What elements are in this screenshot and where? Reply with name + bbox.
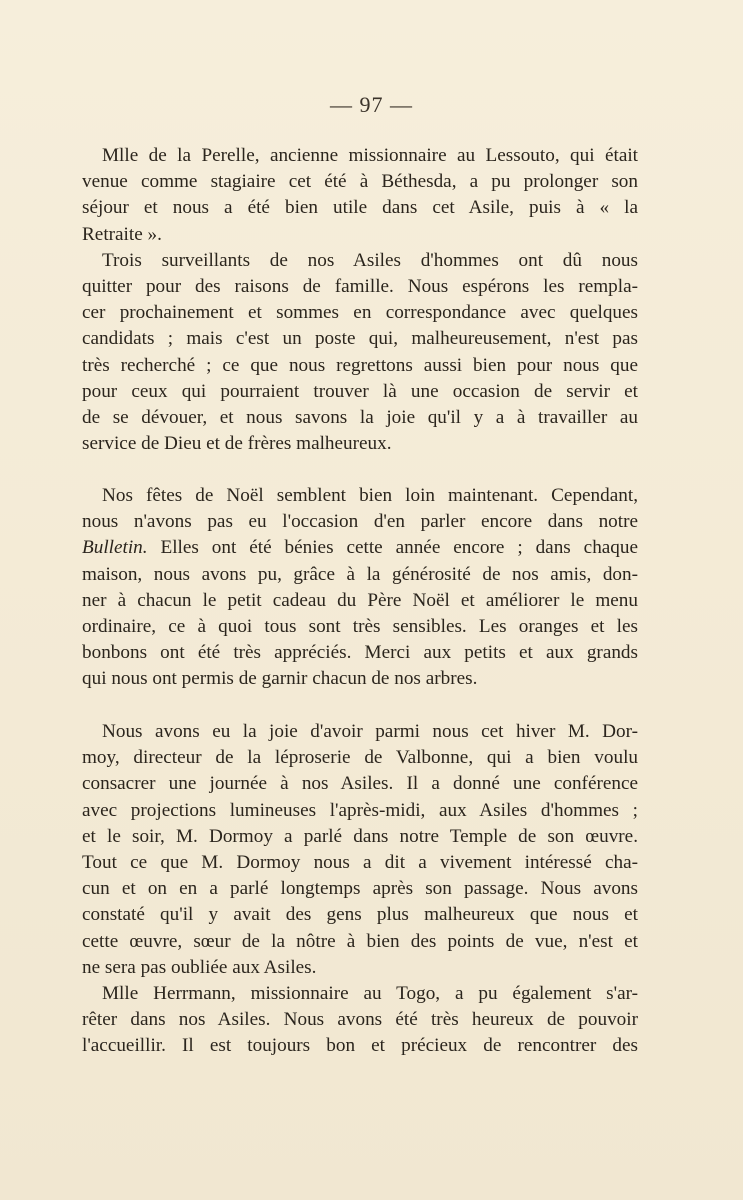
text-line: Mlle de la Perelle, ancienne missionnaire au Lessouto, qui était [102,145,638,166]
text-line: Nos fêtes de Noël semblent bien loin maintenant. Cependant, [102,485,638,506]
text-fragment: Elles ont été bénies cette année encore ; dans chaque [160,537,639,559]
text-line: très recherché ; ce que nous regrettons aussi bien pour nous que [82,354,638,376]
text-line: consacrer une journée à nos Asiles. Il a donné une conférence [82,773,638,795]
text-line: ordinaire, ce à quoi tous sont très sensibles. Les oranges et les [82,615,638,637]
text-line: cette œuvre, sœur de la nôtre à bien des points de vue, n'est et [82,930,638,952]
text-line: Nous avons eu la joie d'avoir parmi nous cet hiver M. Dor- [102,721,638,742]
paragraph-visitors [82,719,638,1059]
text-line: et le soir, M. Dormoy a parlé dans notre Temple de son œuvre. [82,825,638,847]
text-line: candidats ; mais c'est un poste qui, malheureusement, n'est pas [82,328,638,350]
text-line: ne sera pas oubliée aux Asiles. [82,956,317,978]
text-line: Retraite ». [82,223,162,245]
text-line: qui nous ont permis de garnir chacun de nos arbres. [82,668,478,690]
text-line: nous n'avons pas eu l'occasion d'en parler encore dans notre [82,511,638,533]
text-line: Mlle Herrmann, missionnaire au Togo, a pu également s'ar- [102,982,638,1004]
text-line: rêter dans nos Asiles. Nous avons été très heureux de pouvoir [82,1009,638,1031]
text-line: cer prochainement et sommes en correspondance avec quelques [82,302,638,324]
text-line: cun et on en a parlé longtemps après son passage. Nous avons [82,878,638,900]
text-line: constaté qu'il y avait des gens plus malheureux que nous et [82,904,638,926]
text-line: avec projections lumineuses l'après-midi, aux Asiles d'hommes ; [82,799,638,821]
text-line: ner à chacun le petit cadeau du Père Noël et améliorer le menu [82,589,638,611]
text-line: pour ceux qui pourraient trouver là une occasion de servir et [82,380,638,402]
text-line: service de Dieu et de frères malheureux. [82,433,392,455]
text-line: moy, directeur de la léproserie de Valbonne, qui a bien voulu [82,747,638,769]
text-line: maison, nous avons pu, grâce à la générosité de nos amis, don- [82,563,638,585]
text-line: de se dévouer, et nous savons la joie qu'il y a à travailler au [82,406,638,428]
page-number: — 97 — [330,92,413,117]
text-line: Tout ce que M. Dormoy nous a dit a vivement intéressé cha- [82,851,638,873]
text-line: l'accueillir. Il est toujours bon et précieux de rencontrer des [82,1035,638,1057]
italic-title: Bulletin. [82,537,148,559]
paragraph-christmas [82,483,638,693]
text-line: Trois surveillants de nos Asiles d'hommes ont dû nous [102,249,638,271]
text-line-with-italic [82,535,638,561]
text-line: venue comme stagiaire cet été à Béthesda, a pu prolonger son [82,171,638,193]
text-line: séjour et nous a été bien utile dans cet Asile, puis à « la [82,197,638,219]
text-line: bonbons ont été très appréciés. Merci aux petits et aux grands [82,642,638,664]
paragraph-staff [82,143,638,457]
text-line: quitter pour des raisons de famille. Nous espérons les rempla- [82,275,638,297]
